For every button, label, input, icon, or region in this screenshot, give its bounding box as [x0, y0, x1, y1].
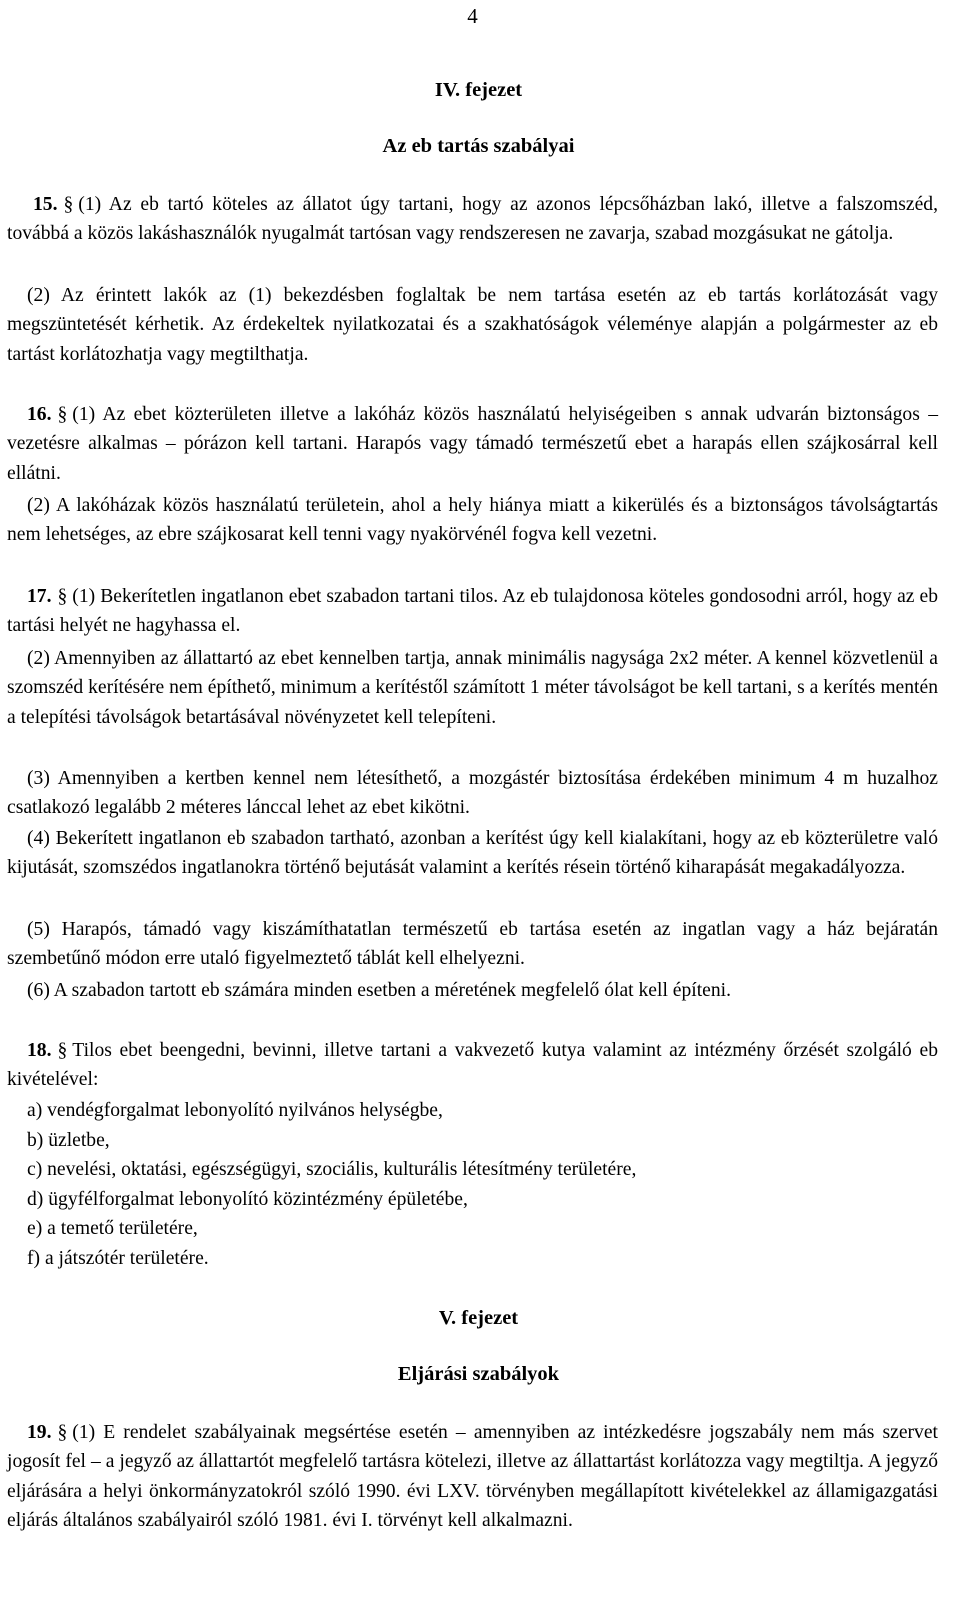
- list-item: f) a játszótér területére.: [27, 1247, 209, 1269]
- section-16-text-1: (1) Az ebet közterületen illetve a lakóház közös használatú helyiségeiben s annak udvarán biztonságos – vezetésre alkalmas – pórázon kell tartani. Harapós vagy támadó természetű ebet a harapás ellen szájkosárral kell ellátni.: [7, 404, 938, 484]
- chapter-4-subtitle: Az eb tartás szabályai: [382, 135, 575, 157]
- section-17-paragraph-5: [7, 915, 938, 974]
- section-15-paragraph-1: [7, 190, 938, 249]
- section-15-text-2: (2) Az érintett lakók az (1) bekezdésben foglaltak be nem tartása esetén az eb tartás korlátozását vagy megszüntetését kérhetik. Az érdekeltek nyilatkozatai és a szakhatóságok véleménye alapján a polgármester az eb tartást korlátozhatja vagy megtilthatja.: [7, 285, 938, 365]
- section-17-text-2: (2) Amennyiben az állattartó az ebet kennelben tartja, annak minimális nagysága 2x2 méter. A kennel közvetlenül a szomszéd kerítésére nem építhető, minimum a kerítéstől számított 1 méter távolságot be kell tartani, s a kerítés mentén a telepítési távolságok betartásával növényzetet kell telepíteni.: [7, 648, 938, 728]
- section-17-paragraph-1: [7, 582, 938, 641]
- section-17-text-1: (1) Bekerítetlen ingatlanon ebet szabadon tartani tilos. Az eb tulajdonosa köteles gondosodni arról, hogy az eb tartási helyét ne hagyhassa el.: [7, 586, 938, 637]
- section-18-number: 18.: [27, 1040, 52, 1061]
- section-19-text-1: (1) E rendelet szabályainak megsértése esetén – amennyiben az intézkedésre jogszabály nem más szervet jogosít fel – a jegyző az állattartót megfelelő tartásra kötelezi, illetve az állattartást korlátozza vagy megtiltja. A jegyző eljárására a helyi önkormányzatokról szóló 1990. évi LXV. törvényben megállapított kivételekkel az államigazgatási eljárás általános szabályairól szóló 1981. évi I. törvényt kell alkalmazni.: [7, 1422, 938, 1532]
- section-18-intro-text: Tilos ebet beengedni, bevinni, illetve tartani a vakvezető kutya valamint az intézmény őrzését szolgáló eb kivételével:: [7, 1040, 938, 1091]
- list-item: c) nevelési, oktatási, egészségügyi, szociális, kulturális létesítmény területére,: [27, 1159, 637, 1180]
- chapter-4-title: IV. fejezet: [434, 79, 523, 101]
- chapter-5-title: V. fejezet: [438, 1307, 519, 1329]
- page-number: 4: [467, 4, 478, 28]
- section-15-paragraph-2: [7, 281, 938, 369]
- section-17-text-4: (4) Bekerített ingatlanon eb szabadon tartható, azonban a kerítést úgy kell kialakítani, hogy az eb közterületre való kijutását, szomszédos ingatlanokra történő bejutását valamint a kerítés résein történő kiharapását megakadályozza.: [7, 828, 938, 879]
- list-item: b) üzletbe,: [27, 1129, 110, 1151]
- section-17-text-3: (3) Amennyiben a kertben kennel nem létesíthető, a mozgástér biztosítása érdekében minimum 4 m huzalhoz csatlakozó legalább 2 méteres lánccal lehet az ebet kikötni.: [7, 768, 938, 819]
- section-15-text-1: (1) Az eb tartó köteles az állatot úgy tartani, hogy az azonos lépcsőházban lakó, illetve a falszomszéd, továbbá a közös lakáshasználók nyugalmát tartósan vagy rendszeresen ne zavarja, szabad mozgásukat ne gátolja.: [7, 194, 938, 245]
- section-16-number: 16.: [27, 404, 52, 425]
- section-sign: §: [63, 194, 74, 215]
- section-17-number: 17.: [27, 586, 52, 607]
- list-item: e) a temető területére,: [27, 1218, 198, 1239]
- section-sign: §: [57, 404, 68, 425]
- section-16-text-2: (2) A lakóházak közös használatú területein, ahol a hely hiánya miatt a kikerülés és a biztonságos távolságtartás nem lehetséges, az ebre szájkosarat kell tenni vagy nyakörvénél fogva kell vezetni.: [7, 495, 938, 546]
- section-18-intro: [7, 1036, 938, 1095]
- section-17-text-5: (5) Harapós, támadó vagy kiszámíthatatlan természetű eb tartása esetén az ingatlan vagy a ház bejáratán szembetűnő módon erre utaló figyelmeztető táblát kell elhelyezni.: [7, 919, 938, 970]
- list-item: d) ügyfélforgalmat lebonyolító közintézmény épületébe,: [27, 1188, 468, 1210]
- section-18-list: [27, 1096, 927, 1273]
- section-15-number: 15.: [33, 194, 58, 215]
- section-17-text-6: (6) A szabadon tartott eb számára minden esetben a méretének megfelelő ólat kell építeni.: [27, 980, 732, 1001]
- section-17-paragraph-4: [7, 824, 938, 883]
- section-16-paragraph-2: [7, 491, 938, 550]
- section-17-paragraph-6: [7, 976, 938, 1005]
- list-item: a) vendégforgalmat lebonyolító nyilvános helységbe,: [27, 1100, 443, 1121]
- section-17-paragraph-2: [7, 644, 938, 732]
- section-sign: §: [57, 586, 68, 607]
- section-sign: §: [57, 1422, 68, 1443]
- section-17-paragraph-3: [7, 764, 938, 823]
- chapter-5-subtitle: Eljárási szabályok: [397, 1363, 560, 1385]
- section-19-paragraph-1: [7, 1418, 938, 1536]
- section-19-number: 19.: [27, 1422, 52, 1443]
- section-16-paragraph-1: [7, 400, 938, 488]
- section-sign: §: [57, 1040, 68, 1061]
